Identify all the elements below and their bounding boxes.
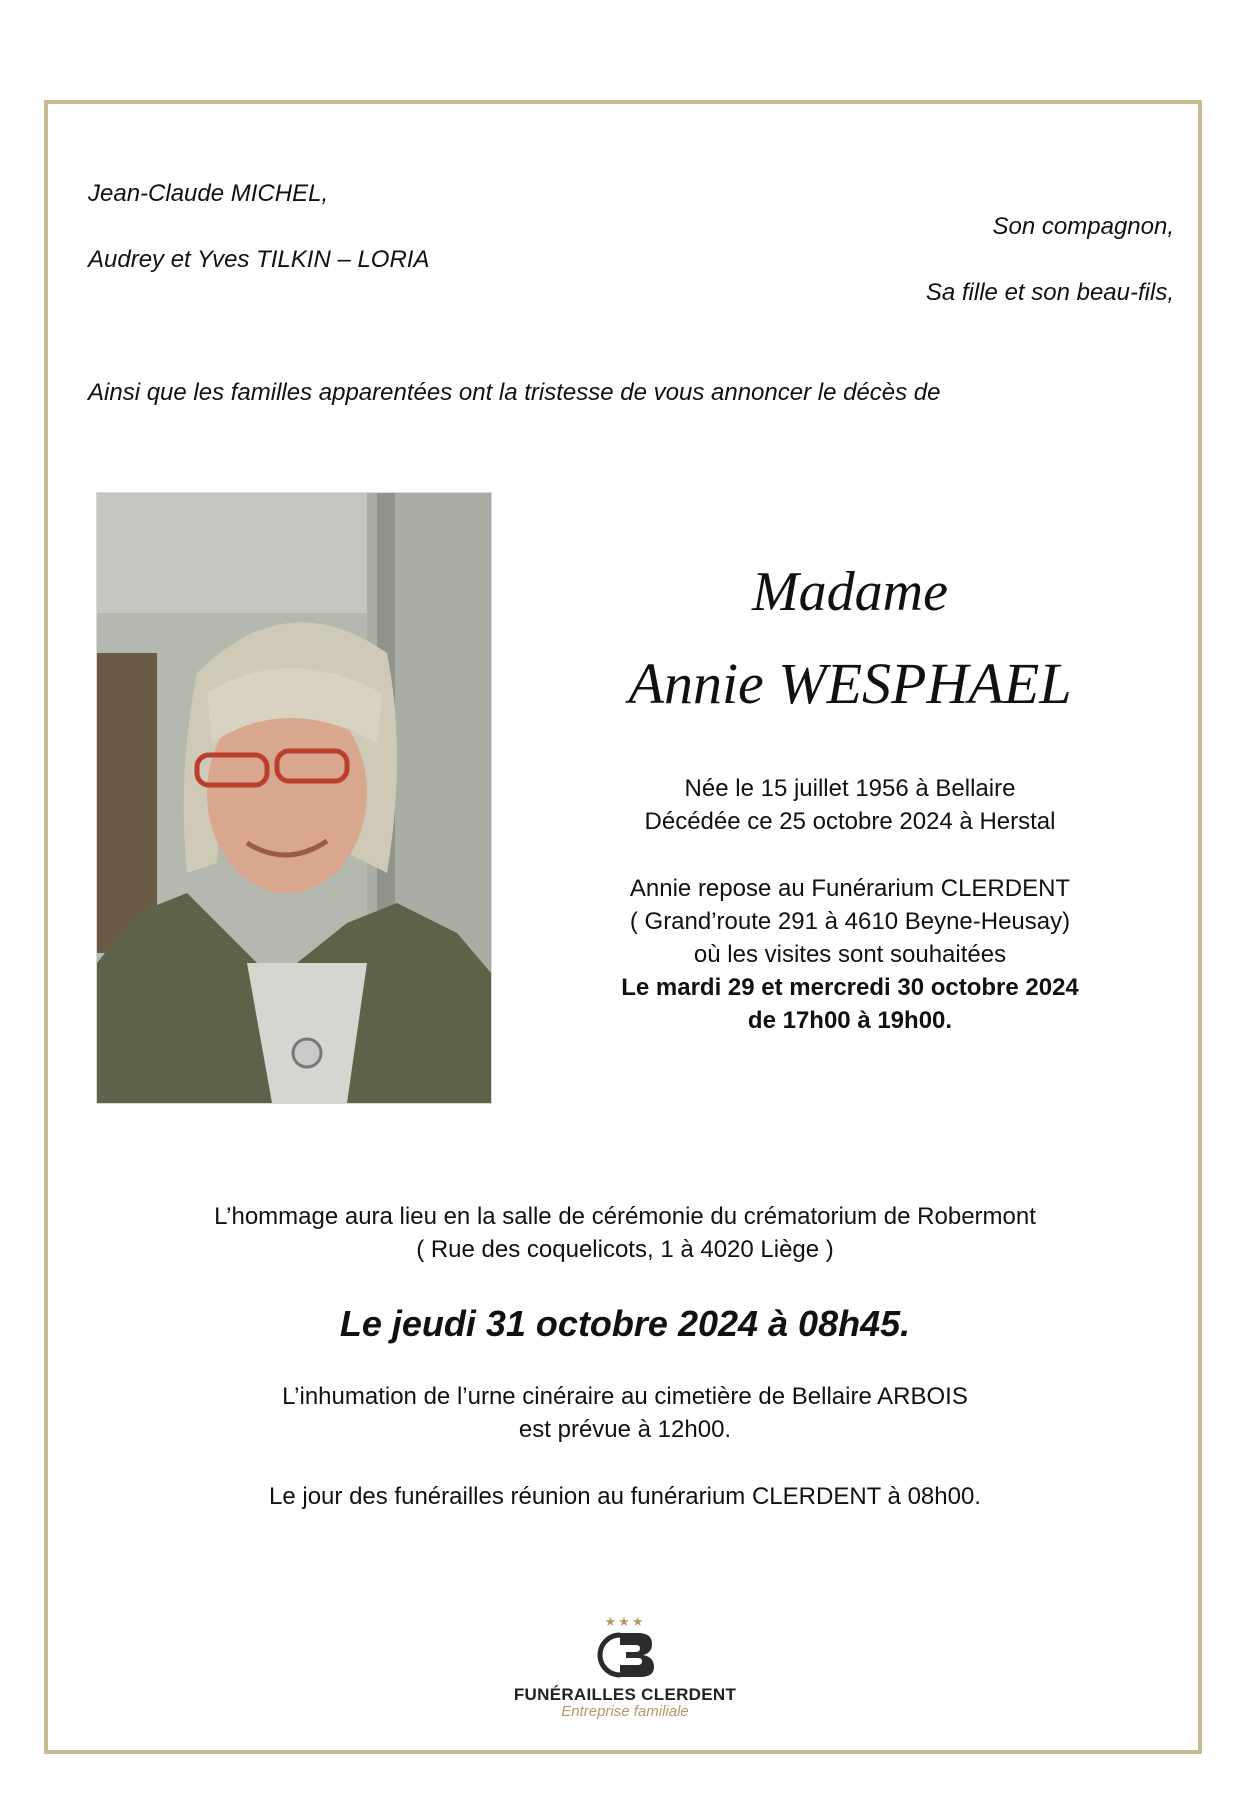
visitation-line-1: Annie repose au Funérarium CLERDENT bbox=[629, 875, 1071, 902]
logo-stars: ★★★ bbox=[604, 1614, 646, 1629]
birth-info: Née le 15 juillet 1956 à Bellaire bbox=[684, 775, 1016, 802]
deceased-name: Annie WESPHAEL bbox=[628, 651, 1072, 716]
logo-tagline: Entreprise familiale bbox=[561, 1703, 689, 1720]
family-role-1: Son compagnon, bbox=[992, 213, 1174, 240]
logo-mark-icon bbox=[590, 1629, 660, 1681]
logo-brand-name: FUNÉRAILLES CLERDENT bbox=[513, 1685, 737, 1704]
ceremony-line-2: ( Rue des coquelicots, 1 à 4020 Liège ) bbox=[416, 1236, 834, 1263]
family-name-1: Jean-Claude MICHEL, bbox=[88, 180, 329, 207]
visitation-line-2: ( Grand’route 291 à 4610 Beyne-Heusay) bbox=[629, 908, 1071, 935]
burial-line-1: L’inhumation de l’urne cinéraire au cimetière de Bellaire ARBOIS bbox=[282, 1383, 968, 1410]
ceremony-line-1: L’hommage aura lieu en la salle de cérémonie du crématorium de Robermont bbox=[214, 1203, 1036, 1230]
visitation-hours: de 17h00 à 19h00. bbox=[747, 1007, 953, 1034]
announcement-text: Ainsi que les familles apparentées ont la tristesse de vous annoncer le décès de bbox=[88, 379, 941, 406]
death-info: Décédée ce 25 octobre 2024 à Herstal bbox=[644, 808, 1056, 835]
burial-line-2: est prévue à 12h00. bbox=[518, 1416, 732, 1443]
family-role-2: Sa fille et son beau-fils, bbox=[925, 279, 1174, 306]
clerdent-logo bbox=[510, 1614, 740, 1720]
visitation-dates: Le mardi 29 et mercredi 30 octobre 2024 bbox=[621, 974, 1079, 1001]
ceremony-date: Le jeudi 31 octobre 2024 à 08h45. bbox=[339, 1303, 911, 1344]
meeting-line: Le jour des funérailles réunion au funérarium CLERDENT à 08h00. bbox=[269, 1483, 981, 1510]
visitation-line-3: où les visites sont souhaitées bbox=[693, 941, 1007, 968]
portrait-photo bbox=[96, 492, 492, 1104]
deceased-title: Madame bbox=[752, 561, 948, 623]
family-name-2: Audrey et Yves TILKIN – LORIA bbox=[88, 246, 430, 273]
